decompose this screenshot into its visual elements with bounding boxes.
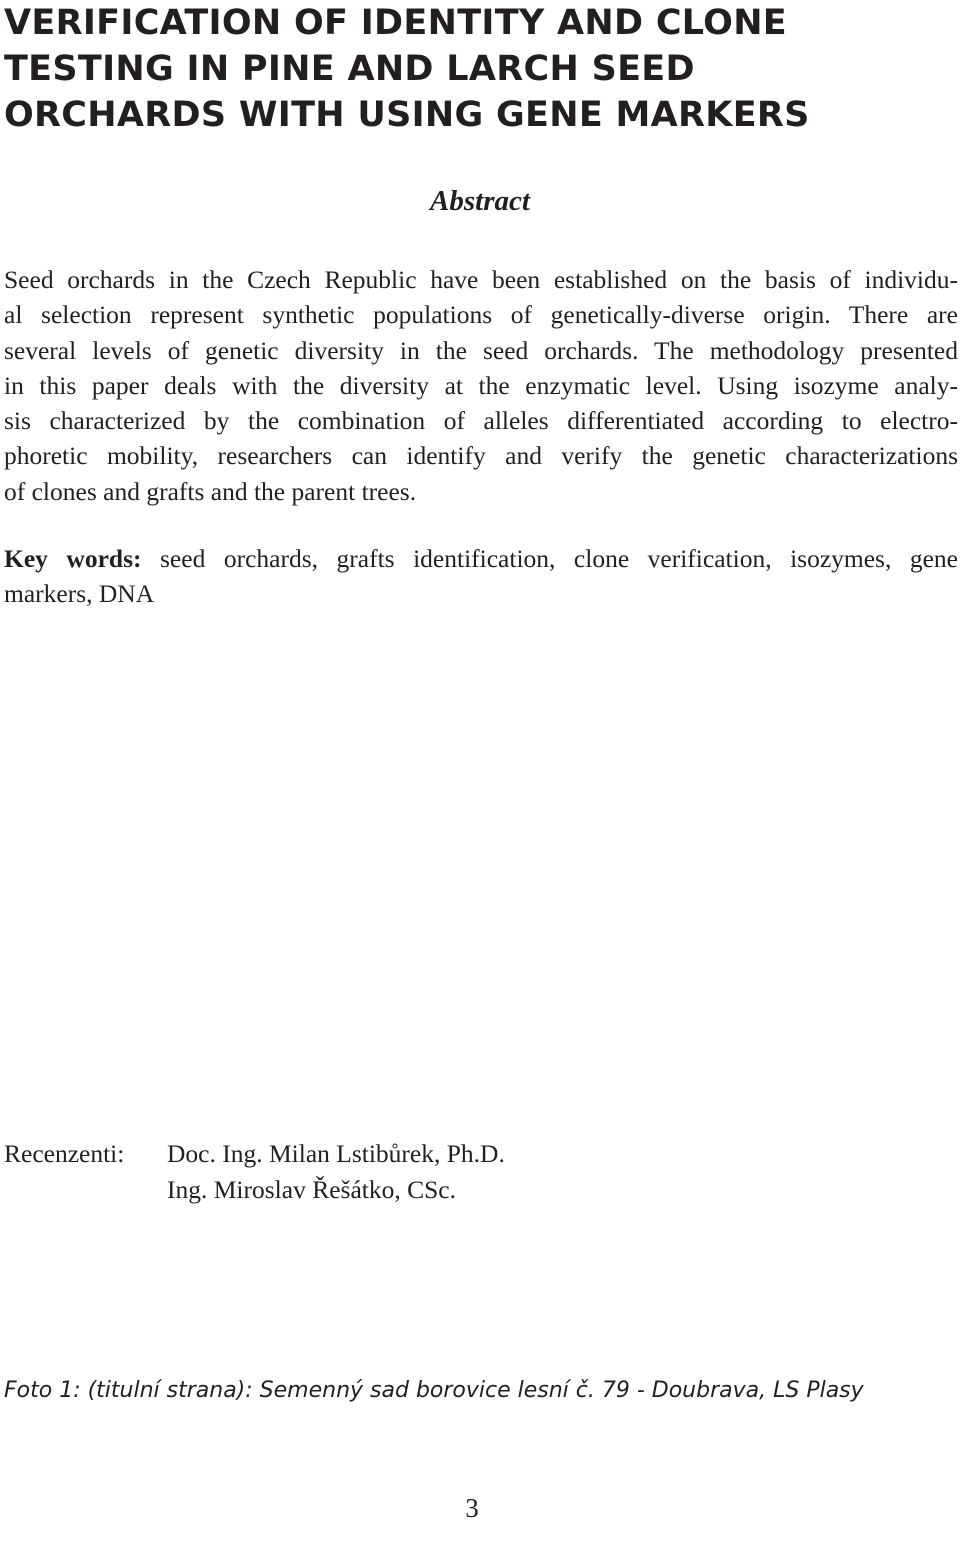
reviewers-names	[167, 1136, 505, 1208]
title-line-3: ORCHARDS WITH USING GENE MARKERS	[4, 95, 810, 135]
abstract-line: several levels of genetic diversity in the seed orchards. The methodology presented	[4, 335, 958, 365]
reviewers-label: Recenzenti:	[4, 1139, 125, 1168]
abstract-line: of clones and grafts and the parent trees.	[4, 476, 417, 506]
keywords	[4, 541, 958, 612]
title-line-1: VERIFICATION OF IDENTITY AND CLONE	[4, 3, 788, 43]
photo-caption: Foto 1: (titulní strana): Semenný sad borovice lesní č. 79 - Doubrava, LS Plasy	[4, 1378, 864, 1403]
title-line-2: TESTING IN PINE AND LARCH SEED	[4, 49, 695, 89]
abstract-line: phoretic mobility, researchers can identify and verify the genetic characterizations	[4, 441, 958, 471]
abstract-line: sis characterized by the combination of alleles differentiated according to electro-	[4, 406, 958, 436]
abstract-heading: Abstract	[430, 185, 530, 217]
reviewer-name: Ing. Miroslav Řešátko, CSc.	[167, 1175, 456, 1204]
abstract-text	[4, 262, 958, 509]
page-number: 3	[465, 1493, 479, 1523]
keywords-line-1	[4, 541, 958, 576]
keywords-label: Key words:	[4, 544, 142, 573]
abstract-line: Seed orchards in the Czech Republic have been established on the basis of individu-	[4, 265, 958, 294]
paper-title	[4, 0, 944, 138]
abstract-line: al selection represent synthetic populations of genetically-diverse origin. There are	[4, 300, 958, 330]
keywords-text: seed orchards, grafts identification, clone verification, isozymes, gene	[141, 544, 959, 573]
reviewer-name: Doc. Ing. Milan Lstibůrek, Ph.D.	[167, 1139, 505, 1168]
abstract-line: in this paper deals with the diversity at the enzymatic level. Using isozyme analy-	[4, 370, 958, 400]
keywords-line-2: markers, DNA	[4, 579, 155, 609]
